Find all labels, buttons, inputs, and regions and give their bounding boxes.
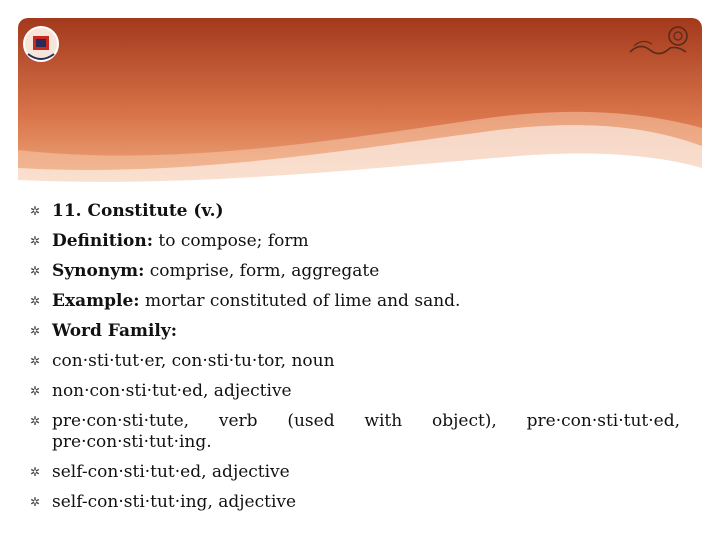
calligraphy-logo-icon	[628, 22, 692, 62]
item-text: self-con·sti·tut·ed, adjective	[52, 462, 290, 482]
list-item	[30, 457, 680, 487]
item-bold: Example:	[52, 291, 140, 311]
bullet-list	[30, 196, 680, 517]
item-bold: Synonym:	[52, 261, 145, 281]
item-text: self-con·sti·tut·ing, adjective	[52, 492, 297, 512]
bullet-icon: ✲	[30, 414, 41, 428]
bullet-icon: ✲	[30, 204, 41, 218]
header-gradient-wave	[18, 18, 702, 196]
list-item	[30, 376, 680, 406]
list-item	[30, 316, 680, 346]
bullet-icon: ✲	[30, 234, 41, 248]
item-text: con·sti·tut·er, con·sti·tu·tor, noun	[52, 351, 335, 371]
bullet-icon: ✲	[30, 465, 41, 479]
university-emblem-icon	[22, 24, 60, 66]
item-text: to compose; form	[153, 231, 309, 251]
list-item	[30, 256, 680, 286]
item-text-continued: pre·con·sti·tut·ing.	[52, 432, 212, 452]
item-bold: 11. Constitute (v.)	[52, 201, 224, 221]
item-text: mortar constituted of lime and sand.	[139, 291, 461, 311]
bullet-icon: ✲	[30, 495, 41, 509]
item-bold: Definition:	[52, 231, 154, 251]
list-item	[30, 487, 680, 517]
item-text: pre·con·sti·tute, verb (used with object), pre·con·sti·tut·ed,	[52, 411, 680, 431]
list-item	[30, 286, 680, 316]
item-bold: Word Family:	[52, 321, 178, 341]
bullet-icon: ✲	[30, 324, 41, 338]
bullet-icon: ✲	[30, 294, 41, 308]
item-text: non·con·sti·tut·ed, adjective	[52, 381, 292, 401]
bullet-icon: ✲	[30, 354, 41, 368]
list-item	[30, 346, 680, 376]
item-text: comprise, form, aggregate	[144, 261, 380, 281]
bullet-icon: ✲	[30, 264, 41, 278]
list-item	[30, 406, 680, 457]
list-item	[30, 196, 680, 226]
bullet-icon: ✲	[30, 384, 41, 398]
list-item	[30, 226, 680, 256]
header-band	[18, 18, 702, 196]
